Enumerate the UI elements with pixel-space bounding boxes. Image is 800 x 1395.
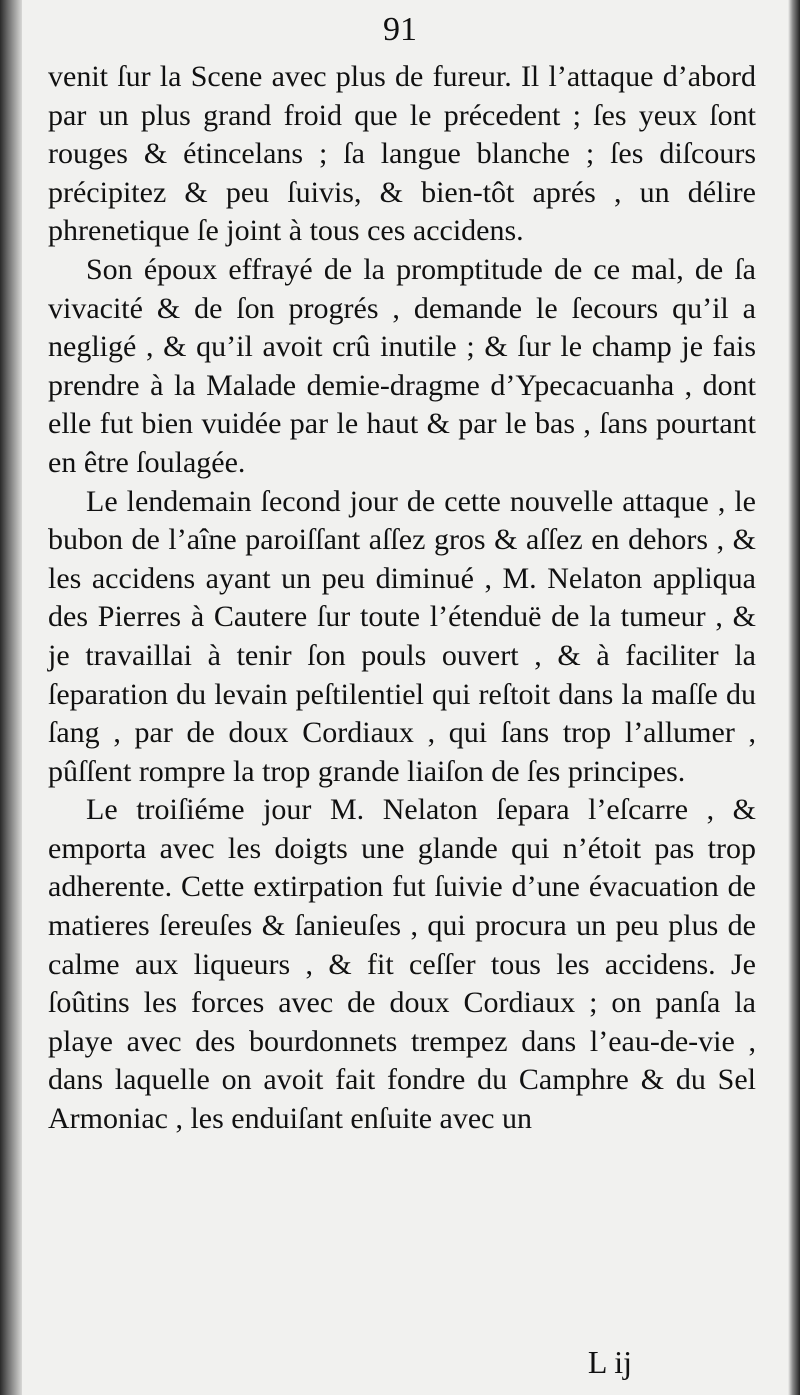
page-number: 91: [383, 11, 417, 48]
body-text: [48, 58, 756, 1139]
paragraph-2: Son époux effrayé de la promptitude de ce mal, de ſa vivacité & de ſon progrés , demande le ſecours qu’il a negligé , & qu’il avoit crû inutile ; & ſur le champ je fais prendre à la Malade demie-dragme d’Ypecacuanha , dont elle fut bien vuidée par le haut & par le bas , ſans pourtant en être ſoulagée.: [48, 252, 756, 479]
paragraph-3: Le lendemain ſecond jour de cette nouvelle attaque , le bubon de l’aîne paroiſſant aſſez gros & aſſez en dehors , & les accidens ayant un peu diminué , M. Nelaton appliqua des Pierres à Cautere ſur toute l’étenduë de la tumeur , & je travaillai à tenir ſon pouls ouvert , & à faciliter la ſeparation du levain peſtilentiel qui reſtoit dans la maſſe du ſang , par de doux Cordiaux , qui ſans trop l’allumer , pûſſent rompre la trop grande liaiſon de ſes principes.: [48, 484, 756, 788]
paragraph-1: venit ſur la Scene avec plus de fureur. Il l’attaque d’abord par un plus grand froid que le précedent ; ſes yeux ſont rouges & étincelans ; ſa langue blanche ; ſes diſcours précipitez & peu ſuivis, & bien-tôt aprés , un délire phrenetique ſe joint à tous ces accidens.: [48, 60, 756, 248]
page-gutter-shadow: [0, 0, 22, 1395]
page-edge-shadow: [788, 0, 800, 1395]
signature-mark: L ij: [587, 1344, 632, 1380]
paragraph-4: Le troiſiéme jour M. Nelaton ſepara l’eſcarre , & emporta avec les doigts une glande qui n’étoit pas trop adherente. Cette extirpation fut ſuivie d’une évacuation de matieres ſereuſes & ſanieuſes , qui procura un peu plus de calme aux liqueurs , & fit ceſſer tous les accidens. Je ſoûtins les forces avec de doux Cordiaux ; on panſa la playe avec des bourdonnets trempez dans l’eau-de-vie , dans laquelle on avoit fait fondre du Camphre & du Sel Armoniac , les enduiſant enſuite avec un: [48, 793, 756, 1136]
